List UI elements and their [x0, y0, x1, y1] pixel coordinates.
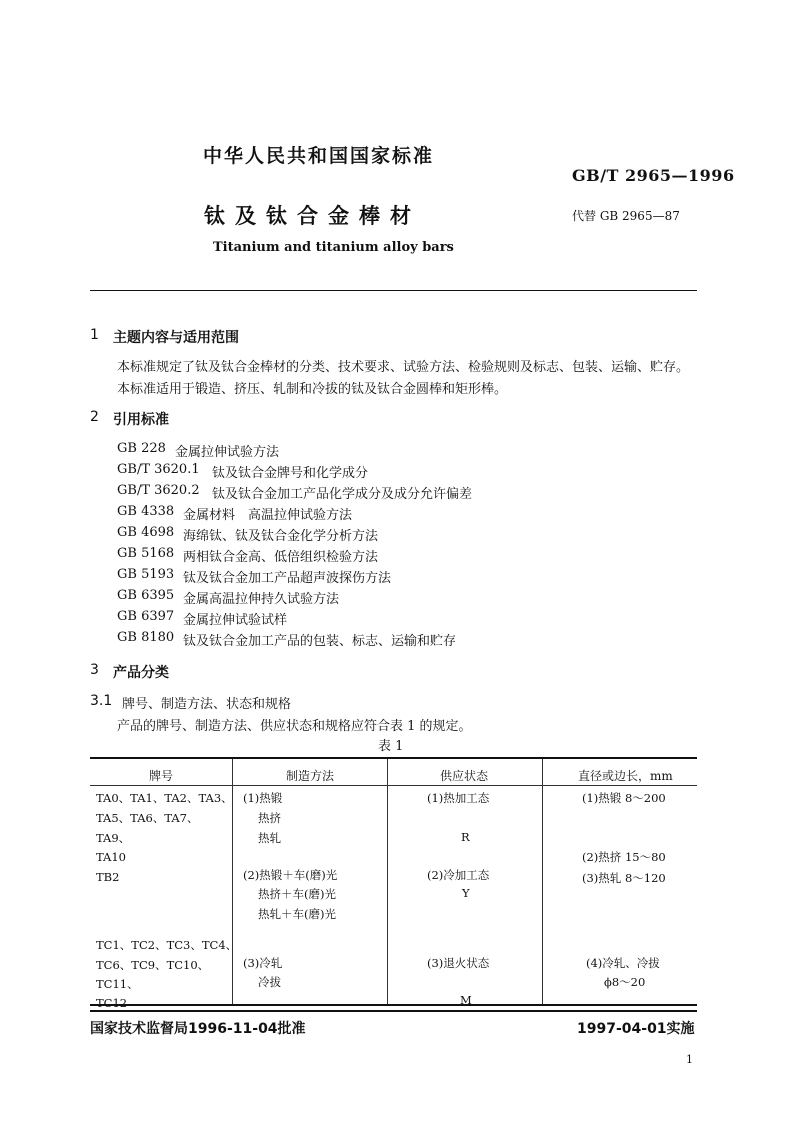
grade-cell: TB2 [96, 870, 120, 884]
table-caption: 表 1 [378, 739, 404, 754]
grade-cell: TC1、TC2、TC3、TC4、 [96, 938, 238, 952]
subsection-3-1-text: 产品的牌号、制造方法、供应状态和规格应符合表 1 的规定。 [117, 719, 472, 734]
column-header: 供应状态 [440, 769, 489, 783]
method-cell: (3)冷轧 [243, 956, 283, 970]
document-title-cn: 钛及钛合金棒材 [204, 204, 421, 228]
reference-title: 金属拉伸试验方法 [175, 445, 280, 460]
grade-cell: TC12 [96, 996, 128, 1010]
method-cell: 热挤＋车(磨)光 [258, 887, 336, 901]
size-cell: ϕ8～20 [604, 975, 646, 989]
standard-number: GB/T 2965—1996 [572, 166, 735, 185]
section-1-title: 主题内容与适用范围 [113, 330, 239, 346]
grade-cell: TC6、TC9、TC10、 [96, 958, 210, 972]
method-cell: 冷拔 [258, 975, 281, 989]
size-cell: (4)冷轧、冷拔 [586, 956, 660, 970]
reference-title: 金属高温拉伸持久试验方法 [183, 592, 340, 607]
state-cell: (2)冷加工态 [427, 868, 490, 882]
state-cell: (1)热加工态 [427, 791, 490, 805]
reference-title: 海绵钛、钛及钛合金化学分析方法 [183, 529, 379, 544]
header-divider [90, 290, 697, 291]
state-cell: M [460, 993, 472, 1007]
method-cell: 热轧 [258, 831, 281, 845]
size-cell: (2)热挤 15～80 [582, 850, 666, 864]
reference-code: GB/T 3620.1 [117, 462, 200, 477]
grade-cell: TC11、 [96, 977, 139, 991]
standard-title: 中华人民共和国国家标准 [203, 145, 435, 167]
implementation-date: 1997-04-01实施 [577, 1021, 695, 1037]
approval-note: 国家技术监督局1996-11-04批准 [90, 1021, 306, 1037]
grade-cell: TA9、 [96, 831, 131, 845]
reference-title: 钛及钛合金加工产品的包装、标志、运输和贮存 [183, 634, 457, 649]
section-1-paragraph: 本标准规定了钛及钛合金棒材的分类、技术要求、试验方法、检验规则及标志、包装、运输、贮存。 [117, 360, 690, 375]
section-3-number: 3 [90, 662, 99, 678]
reference-code: GB 5193 [117, 567, 175, 582]
reference-code: GB 4698 [117, 525, 175, 540]
reference-title: 金属材料 高温拉伸试验方法 [183, 508, 353, 523]
reference-title: 两相钛合金高、低倍组织检验方法 [183, 550, 379, 565]
replaces-note: 代替 GB 2965—87 [572, 209, 680, 223]
reference-code: GB 6395 [117, 588, 175, 603]
reference-title: 金属拉伸试验试样 [183, 613, 288, 628]
state-cell: R [461, 830, 470, 844]
reference-title: 钛及钛合金牌号和化学成分 [212, 466, 369, 481]
reference-code: GB 6397 [117, 609, 175, 624]
grade-cell: TA10 [96, 850, 126, 864]
column-header: 制造方法 [286, 769, 335, 783]
footer-divider [90, 1010, 697, 1012]
reference-title: 钛及钛合金加工产品超声波探伤方法 [183, 571, 392, 586]
page-number: 1 [686, 1053, 693, 1066]
column-header: 牌号 [149, 769, 174, 783]
reference-code: GB 4338 [117, 504, 175, 519]
section-3-title: 产品分类 [113, 665, 169, 681]
method-cell: 热挤 [258, 811, 281, 825]
reference-title: 钛及钛合金加工产品化学成分及成分允许偏差 [212, 487, 473, 502]
state-cell: (3)退火状态 [427, 956, 490, 970]
grade-cell: TA5、TA6、TA7、 [96, 811, 199, 825]
method-cell: (2)热锻＋车(磨)光 [243, 868, 338, 882]
reference-code: GB 8180 [117, 630, 175, 645]
section-2-number: 2 [90, 409, 99, 425]
reference-code: GB 228 [117, 441, 166, 456]
subsection-3-1-number: 3.1 [90, 693, 113, 709]
subsection-3-1-title: 牌号、制造方法、状态和规格 [122, 697, 292, 712]
section-1-paragraph: 本标准适用于锻造、挤压、轧制和冷拔的钛及钛合金圆棒和矩形棒。 [117, 382, 508, 397]
document-title-en: Titanium and titanium alloy bars [213, 240, 454, 255]
size-cell: (1)热锻 8～200 [582, 791, 666, 805]
method-cell: 热轧＋车(磨)光 [258, 907, 336, 921]
method-cell: (1)热锻 [243, 791, 283, 805]
column-header: 直径或边长，mm [578, 769, 673, 783]
state-cell: Y [462, 886, 470, 900]
table-1 [90, 757, 697, 1010]
reference-code: GB/T 3620.2 [117, 483, 200, 498]
size-cell: (3)热轧 8～120 [582, 871, 666, 885]
section-2-title: 引用标准 [113, 412, 169, 428]
section-1-number: 1 [90, 327, 99, 343]
reference-code: GB 5168 [117, 546, 175, 561]
grade-cell: TA0、TA1、TA2、TA3、 [96, 791, 233, 805]
